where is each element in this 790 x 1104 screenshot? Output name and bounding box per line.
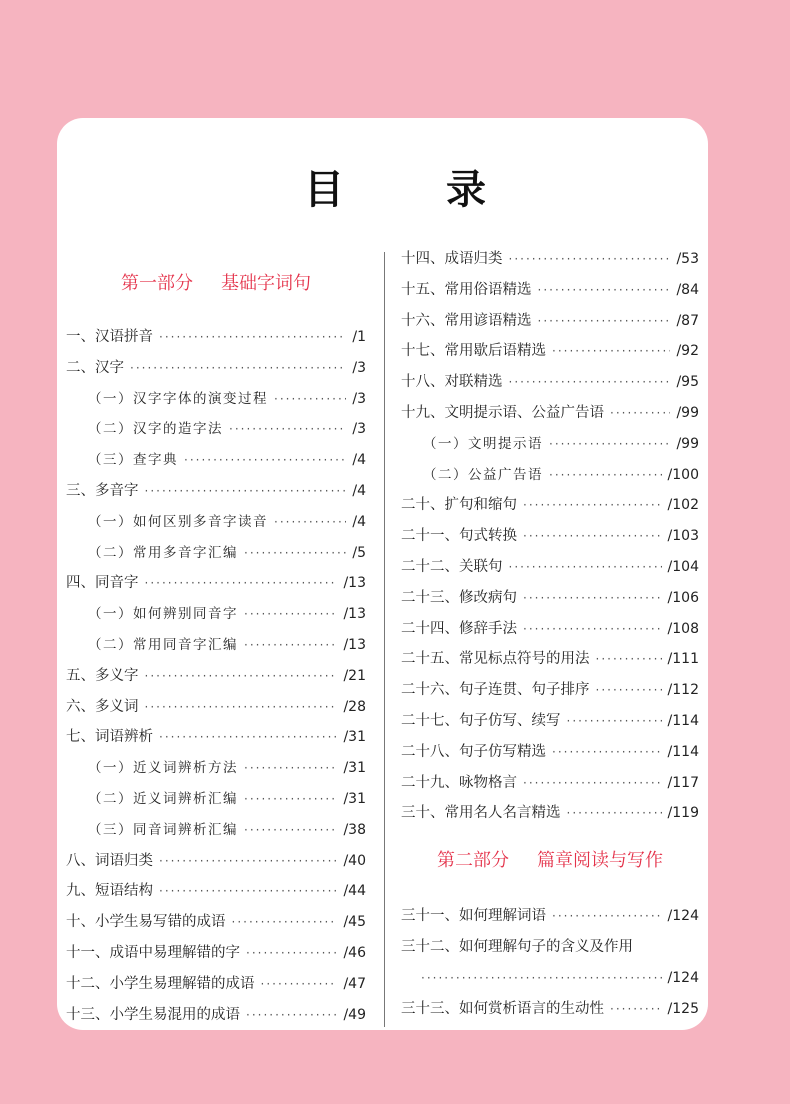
toc-entry-label: 十一、成语中易理解错的字: [66, 944, 240, 961]
dot-leader: [244, 784, 337, 815]
toc-entry[interactable]: [66, 784, 366, 815]
toc-entry-label: 二十六、句子连贯、句子排序: [401, 682, 590, 699]
dot-leader: [184, 445, 346, 476]
toc-entry-page: /31: [343, 790, 366, 807]
toc-entry-page: /95: [676, 374, 699, 391]
toc-entry-page: /49: [343, 1006, 366, 1023]
dot-leader: [244, 630, 337, 661]
toc-entry-page: /5: [352, 544, 366, 561]
toc-entry[interactable]: [401, 675, 699, 706]
toc-entry-page: /108: [667, 620, 699, 637]
toc-entry-page: /102: [667, 497, 699, 514]
toc-entry-page: /87: [676, 312, 699, 329]
toc-entry[interactable]: [401, 994, 699, 1025]
toc-entry[interactable]: [66, 692, 366, 723]
toc-entry-label: （一）如何辨别同音字: [88, 606, 238, 623]
toc-entry-label: 六、多义词: [66, 698, 139, 715]
toc-entry-page: /117: [667, 774, 699, 791]
toc-entry-page: /106: [667, 589, 699, 606]
toc-entry[interactable]: [66, 722, 366, 753]
toc-entry-page: /31: [343, 729, 366, 746]
toc-entry-label: （一）近义词辨析方法: [88, 760, 238, 777]
toc-entry[interactable]: [401, 932, 699, 963]
toc-entry-page: /4: [352, 513, 366, 530]
dot-leader: [244, 753, 337, 784]
toc-entry-label: 三十三、如何赏析语言的生动性: [401, 1000, 604, 1017]
toc-entry-label: 二十七、句子仿写、续写: [401, 712, 561, 729]
section-number: 第一部分: [121, 273, 193, 294]
dot-leader: [523, 521, 662, 552]
toc-entry-label: 十、小学生易写错的成语: [66, 914, 226, 931]
toc-entry[interactable]: [401, 429, 699, 460]
dot-leader: [509, 367, 671, 398]
dot-leader: [421, 963, 662, 994]
dot-leader: [145, 661, 338, 692]
toc-entry-page: /84: [676, 281, 699, 298]
dot-leader: [596, 675, 662, 706]
toc-entry[interactable]: [401, 552, 699, 583]
toc-entry[interactable]: [66, 568, 366, 599]
toc-entry[interactable]: [401, 768, 699, 799]
section-number: 第二部分: [437, 850, 509, 872]
toc-entry[interactable]: [401, 275, 699, 306]
section-heading-part-two: [401, 843, 699, 879]
toc-entry[interactable]: [401, 706, 699, 737]
toc-entry-label: （二）常用多音字汇编: [88, 544, 238, 561]
toc-entry-page: /112: [667, 682, 699, 699]
dot-leader: [610, 994, 662, 1025]
left-column: [66, 266, 366, 1030]
dot-leader: [552, 336, 670, 367]
toc-entry-page: /44: [343, 883, 366, 900]
toc-entry[interactable]: [66, 414, 366, 445]
toc-entry[interactable]: [401, 963, 699, 994]
toc-entry[interactable]: [66, 538, 366, 569]
toc-entry[interactable]: [66, 507, 366, 538]
toc-entry-label: 三、多音字: [66, 482, 139, 499]
toc-entry[interactable]: [66, 1000, 366, 1031]
toc-entry[interactable]: [66, 630, 366, 661]
toc-entry-page: /124: [667, 969, 699, 986]
toc-entry-page: /13: [343, 636, 366, 653]
toc-entry-page: /21: [343, 667, 366, 684]
toc-entry[interactable]: [66, 661, 366, 692]
toc-entry[interactable]: [401, 490, 699, 521]
toc-entry-label: 十二、小学生易理解错的成语: [66, 975, 255, 992]
toc-entry[interactable]: [401, 244, 699, 275]
dot-leader: [509, 552, 662, 583]
toc-entry[interactable]: [66, 445, 366, 476]
toc-entry-page: /46: [343, 944, 366, 961]
dot-leader: [244, 815, 337, 846]
dot-leader: [523, 583, 662, 614]
toc-entry-page: /3: [352, 359, 366, 376]
toc-entry-label: 二十四、修辞手法: [401, 620, 517, 637]
toc-entry-label: 十九、文明提示语、公益广告语: [401, 404, 604, 421]
dot-leader: [159, 322, 346, 353]
toc-entry-label: 九、短语结构: [66, 883, 153, 900]
toc-entry-page: /3: [352, 390, 366, 407]
toc-entry-page: /4: [352, 452, 366, 469]
toc-entry-label: 二十二、关联句: [401, 558, 503, 575]
toc-entry-page: /13: [343, 606, 366, 623]
dot-leader: [246, 938, 337, 969]
toc-entry-label: 三十二、如何理解句子的含义及作用: [401, 938, 633, 955]
toc-entry[interactable]: [66, 907, 366, 938]
dot-leader: [538, 306, 671, 337]
toc-entry[interactable]: [401, 336, 699, 367]
dot-leader: [509, 244, 671, 275]
dot-leader: [552, 901, 662, 932]
dot-leader: [523, 768, 662, 799]
toc-entry-label: （一）文明提示语: [423, 435, 543, 452]
toc-entry-page: /114: [667, 712, 699, 729]
toc-entry[interactable]: [66, 938, 366, 969]
dot-leader: [244, 538, 346, 569]
toc-entry-label: （三）同音词辨析汇编: [88, 821, 238, 838]
toc-entry[interactable]: [401, 644, 699, 675]
dot-leader: [549, 429, 670, 460]
toc-entry-label: 五、多义字: [66, 667, 139, 684]
toc-entry-label: （三）查字典: [88, 452, 178, 469]
toc-entry-label: 四、同音字: [66, 575, 139, 592]
toc-entry-page: /13: [343, 575, 366, 592]
toc-entry-label: 二、汉字: [66, 359, 124, 376]
dot-leader: [274, 384, 346, 415]
dot-leader: [130, 353, 346, 384]
toc-entry-page: /114: [667, 743, 699, 760]
dot-leader: [229, 414, 346, 445]
dot-leader: [552, 737, 662, 768]
right-column: [401, 244, 699, 1024]
toc-entry-label: 二十三、修改病句: [401, 589, 517, 606]
dot-leader: [261, 969, 338, 1000]
dot-leader: [159, 846, 337, 877]
toc-list-right-part-two: [401, 901, 699, 1024]
toc-entry-label: （二）常用同音字汇编: [88, 636, 238, 653]
dot-leader: [244, 599, 337, 630]
toc-entry-label: 十八、对联精选: [401, 374, 503, 391]
toc-entry-label: （一）汉字字体的演变过程: [88, 390, 268, 407]
toc-entry-page: /1: [352, 329, 366, 345]
toc-list-left: [66, 322, 366, 1030]
dot-leader: [159, 722, 337, 753]
toc-entry-label: 十七、常用歇后语精选: [401, 343, 546, 360]
toc-entry-page: /53: [676, 251, 699, 267]
toc-entry[interactable]: [401, 306, 699, 337]
toc-entry[interactable]: [66, 969, 366, 1000]
toc-entry[interactable]: [66, 322, 366, 353]
toc-entry-label: 二十五、常见标点符号的用法: [401, 651, 590, 668]
toc-entry-page: /4: [352, 482, 366, 499]
dot-leader: [145, 476, 347, 507]
toc-entry-label: 三十一、如何理解词语: [401, 908, 546, 925]
toc-entry[interactable]: [401, 798, 699, 829]
dot-leader: [567, 798, 662, 829]
toc-entry[interactable]: [66, 753, 366, 784]
toc-entry-page: /40: [343, 852, 366, 869]
toc-entry-label: 八、词语归类: [66, 852, 153, 869]
toc-entry-label: 十三、小学生易混用的成语: [66, 1006, 240, 1023]
toc-entry-page: /103: [667, 528, 699, 545]
toc-entry-page: /104: [667, 558, 699, 575]
dot-leader: [159, 876, 337, 907]
toc-entry-label: 七、词语辨析: [66, 729, 153, 746]
toc-entry-label: 三十、常用名人名言精选: [401, 805, 561, 822]
toc-list-right: [401, 244, 699, 829]
toc-entry-label: 十五、常用俗语精选: [401, 281, 532, 298]
toc-entry-label: 一、汉语拼音: [66, 329, 153, 345]
toc-entry[interactable]: [401, 367, 699, 398]
toc-entry-page: /100: [667, 466, 699, 483]
section-heading-part-one: [66, 266, 366, 302]
toc-entry-page: /28: [343, 698, 366, 715]
toc-entry[interactable]: [401, 737, 699, 768]
toc-entry[interactable]: [401, 398, 699, 429]
toc-entry-page: /31: [343, 760, 366, 777]
toc-entry-label: 二十八、句子仿写精选: [401, 743, 546, 760]
toc-entry[interactable]: [401, 901, 699, 932]
toc-entry[interactable]: [66, 384, 366, 415]
dot-leader: [274, 507, 346, 538]
toc-entry-page: /119: [667, 805, 699, 822]
toc-entry[interactable]: [66, 876, 366, 907]
section-name: 基础字词句: [221, 273, 311, 294]
dot-leader: [567, 706, 662, 737]
toc-entry[interactable]: [401, 583, 699, 614]
toc-entry[interactable]: [401, 614, 699, 645]
toc-entry-label: 十四、成语归类: [401, 251, 503, 267]
dot-leader: [145, 568, 338, 599]
page-title: 目 录: [304, 166, 530, 213]
dot-leader: [232, 907, 338, 938]
toc-entry-page: /3: [352, 421, 366, 438]
toc-entry-label: （二）公益广告语: [423, 466, 543, 483]
dot-leader: [523, 614, 662, 645]
toc-entry-label: 二十、扩句和缩句: [401, 497, 517, 514]
toc-entry[interactable]: [66, 846, 366, 877]
dot-leader: [596, 644, 662, 675]
toc-entry-page: /99: [676, 435, 699, 452]
toc-entry[interactable]: [66, 599, 366, 630]
toc-entry-page: /45: [343, 914, 366, 931]
column-divider: [384, 252, 385, 1027]
toc-entry-page: /99: [676, 404, 699, 421]
toc-entry-page: /92: [676, 343, 699, 360]
dot-leader: [145, 692, 338, 723]
toc-entry-label: 二十九、咏物格言: [401, 774, 517, 791]
toc-entry[interactable]: [66, 815, 366, 846]
dot-leader: [610, 398, 670, 429]
toc-entry-page: /111: [667, 651, 699, 668]
toc-entry-page: /124: [667, 908, 699, 925]
dot-leader: [549, 460, 662, 491]
toc-entry-label: （二）汉字的造字法: [88, 421, 223, 438]
toc-entry-label: 二十一、句式转换: [401, 528, 517, 545]
toc-entry-page: /47: [343, 975, 366, 992]
toc-entry[interactable]: [401, 521, 699, 552]
toc-entry-page: /38: [343, 821, 366, 838]
dot-leader: [538, 275, 671, 306]
toc-entry[interactable]: [66, 476, 366, 507]
dot-leader: [246, 1000, 337, 1031]
toc-entry-label: （一）如何区别多音字读音: [88, 513, 268, 530]
toc-entry-label: 十六、常用谚语精选: [401, 312, 532, 329]
toc-entry[interactable]: [66, 353, 366, 384]
dot-leader: [523, 490, 662, 521]
section-name: 篇章阅读与写作: [537, 850, 663, 872]
toc-entry-page: /125: [667, 1000, 699, 1017]
toc-entry-label: （二）近义词辨析汇编: [88, 790, 238, 807]
toc-entry[interactable]: [401, 460, 699, 491]
